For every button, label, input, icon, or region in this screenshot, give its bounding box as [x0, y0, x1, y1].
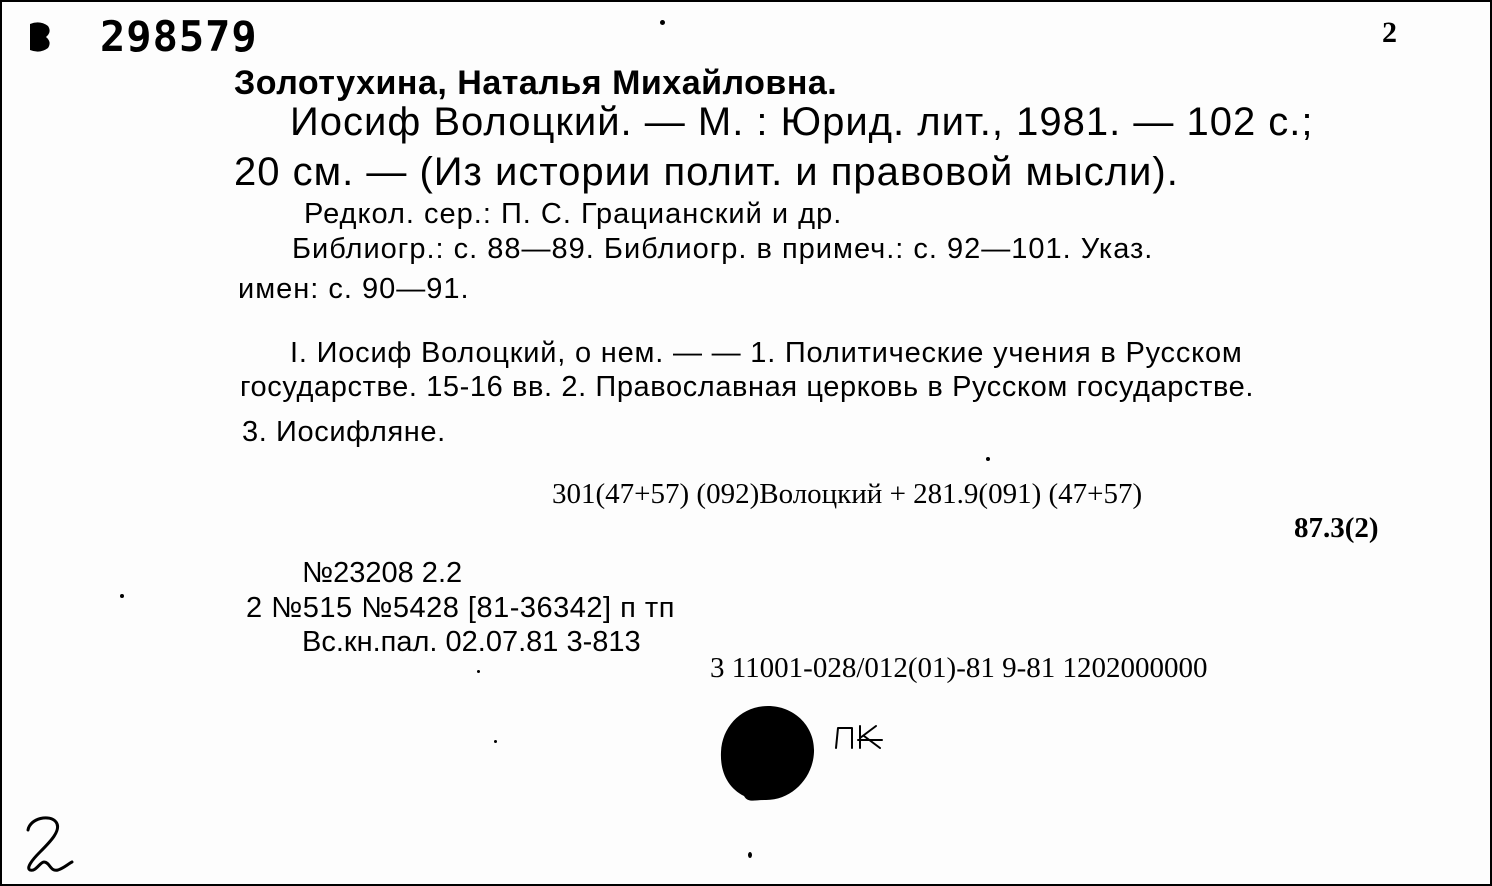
ink-speck [494, 740, 497, 743]
title-line-1: Иосиф Волоцкий. — М. : Юрид. лит., 1981. — 102 с.; [290, 100, 1314, 144]
classification-index-bbk: 87.3(2) [1294, 512, 1379, 544]
book-chamber-line: Вс.кн.пал. 02.07.81 3-813 [302, 626, 641, 658]
title-line-2: 20 см. — (Из истории полит. и правовой мысли). [234, 150, 1179, 194]
card-number: 298579 [100, 12, 258, 61]
classification-index: 301(47+57) (092)Волоцкий + 281.9(091) (47+57) [552, 478, 1143, 510]
punch-mark-icon [28, 20, 52, 54]
subject-headings-line-1: I. Иосиф Волоцкий, о нем. — — 1. Политические учения в Русском [290, 337, 1243, 369]
order-line: 2 №515 №5428 [81-36342] п тп [246, 592, 675, 624]
ink-speck [120, 594, 124, 598]
price-code-line: 3 11001-028/012(01)-81 9-81 1202000000 [710, 652, 1208, 684]
page-number: 2 [1382, 16, 1397, 49]
ink-speck [748, 852, 752, 858]
accession-number: №23208 2.2 [302, 557, 463, 589]
subject-headings-line-3: 3. Иосифляне. [242, 416, 446, 448]
editorial-note: Редкол. сер.: П. С. Грацианский и др. [304, 198, 843, 230]
ink-speck [986, 457, 990, 461]
ink-speck [477, 670, 480, 673]
ink-speck [660, 20, 665, 25]
handwritten-digit-icon [20, 812, 74, 876]
ink-stamp-icon [718, 704, 818, 804]
bibliography-note-line-1: Библиогр.: с. 88—89. Библиогр. в примеч.: с. 92—101. Указ. [292, 233, 1154, 265]
author-heading: Золотухина, Наталья Михайловна. [234, 64, 838, 102]
bibliography-note-line-2: имен: с. 90—91. [238, 273, 470, 305]
handwritten-initials-icon [830, 720, 902, 752]
subject-headings-line-2: государстве. 15-16 вв. 2. Православная церковь в Русском государстве. [240, 371, 1255, 403]
